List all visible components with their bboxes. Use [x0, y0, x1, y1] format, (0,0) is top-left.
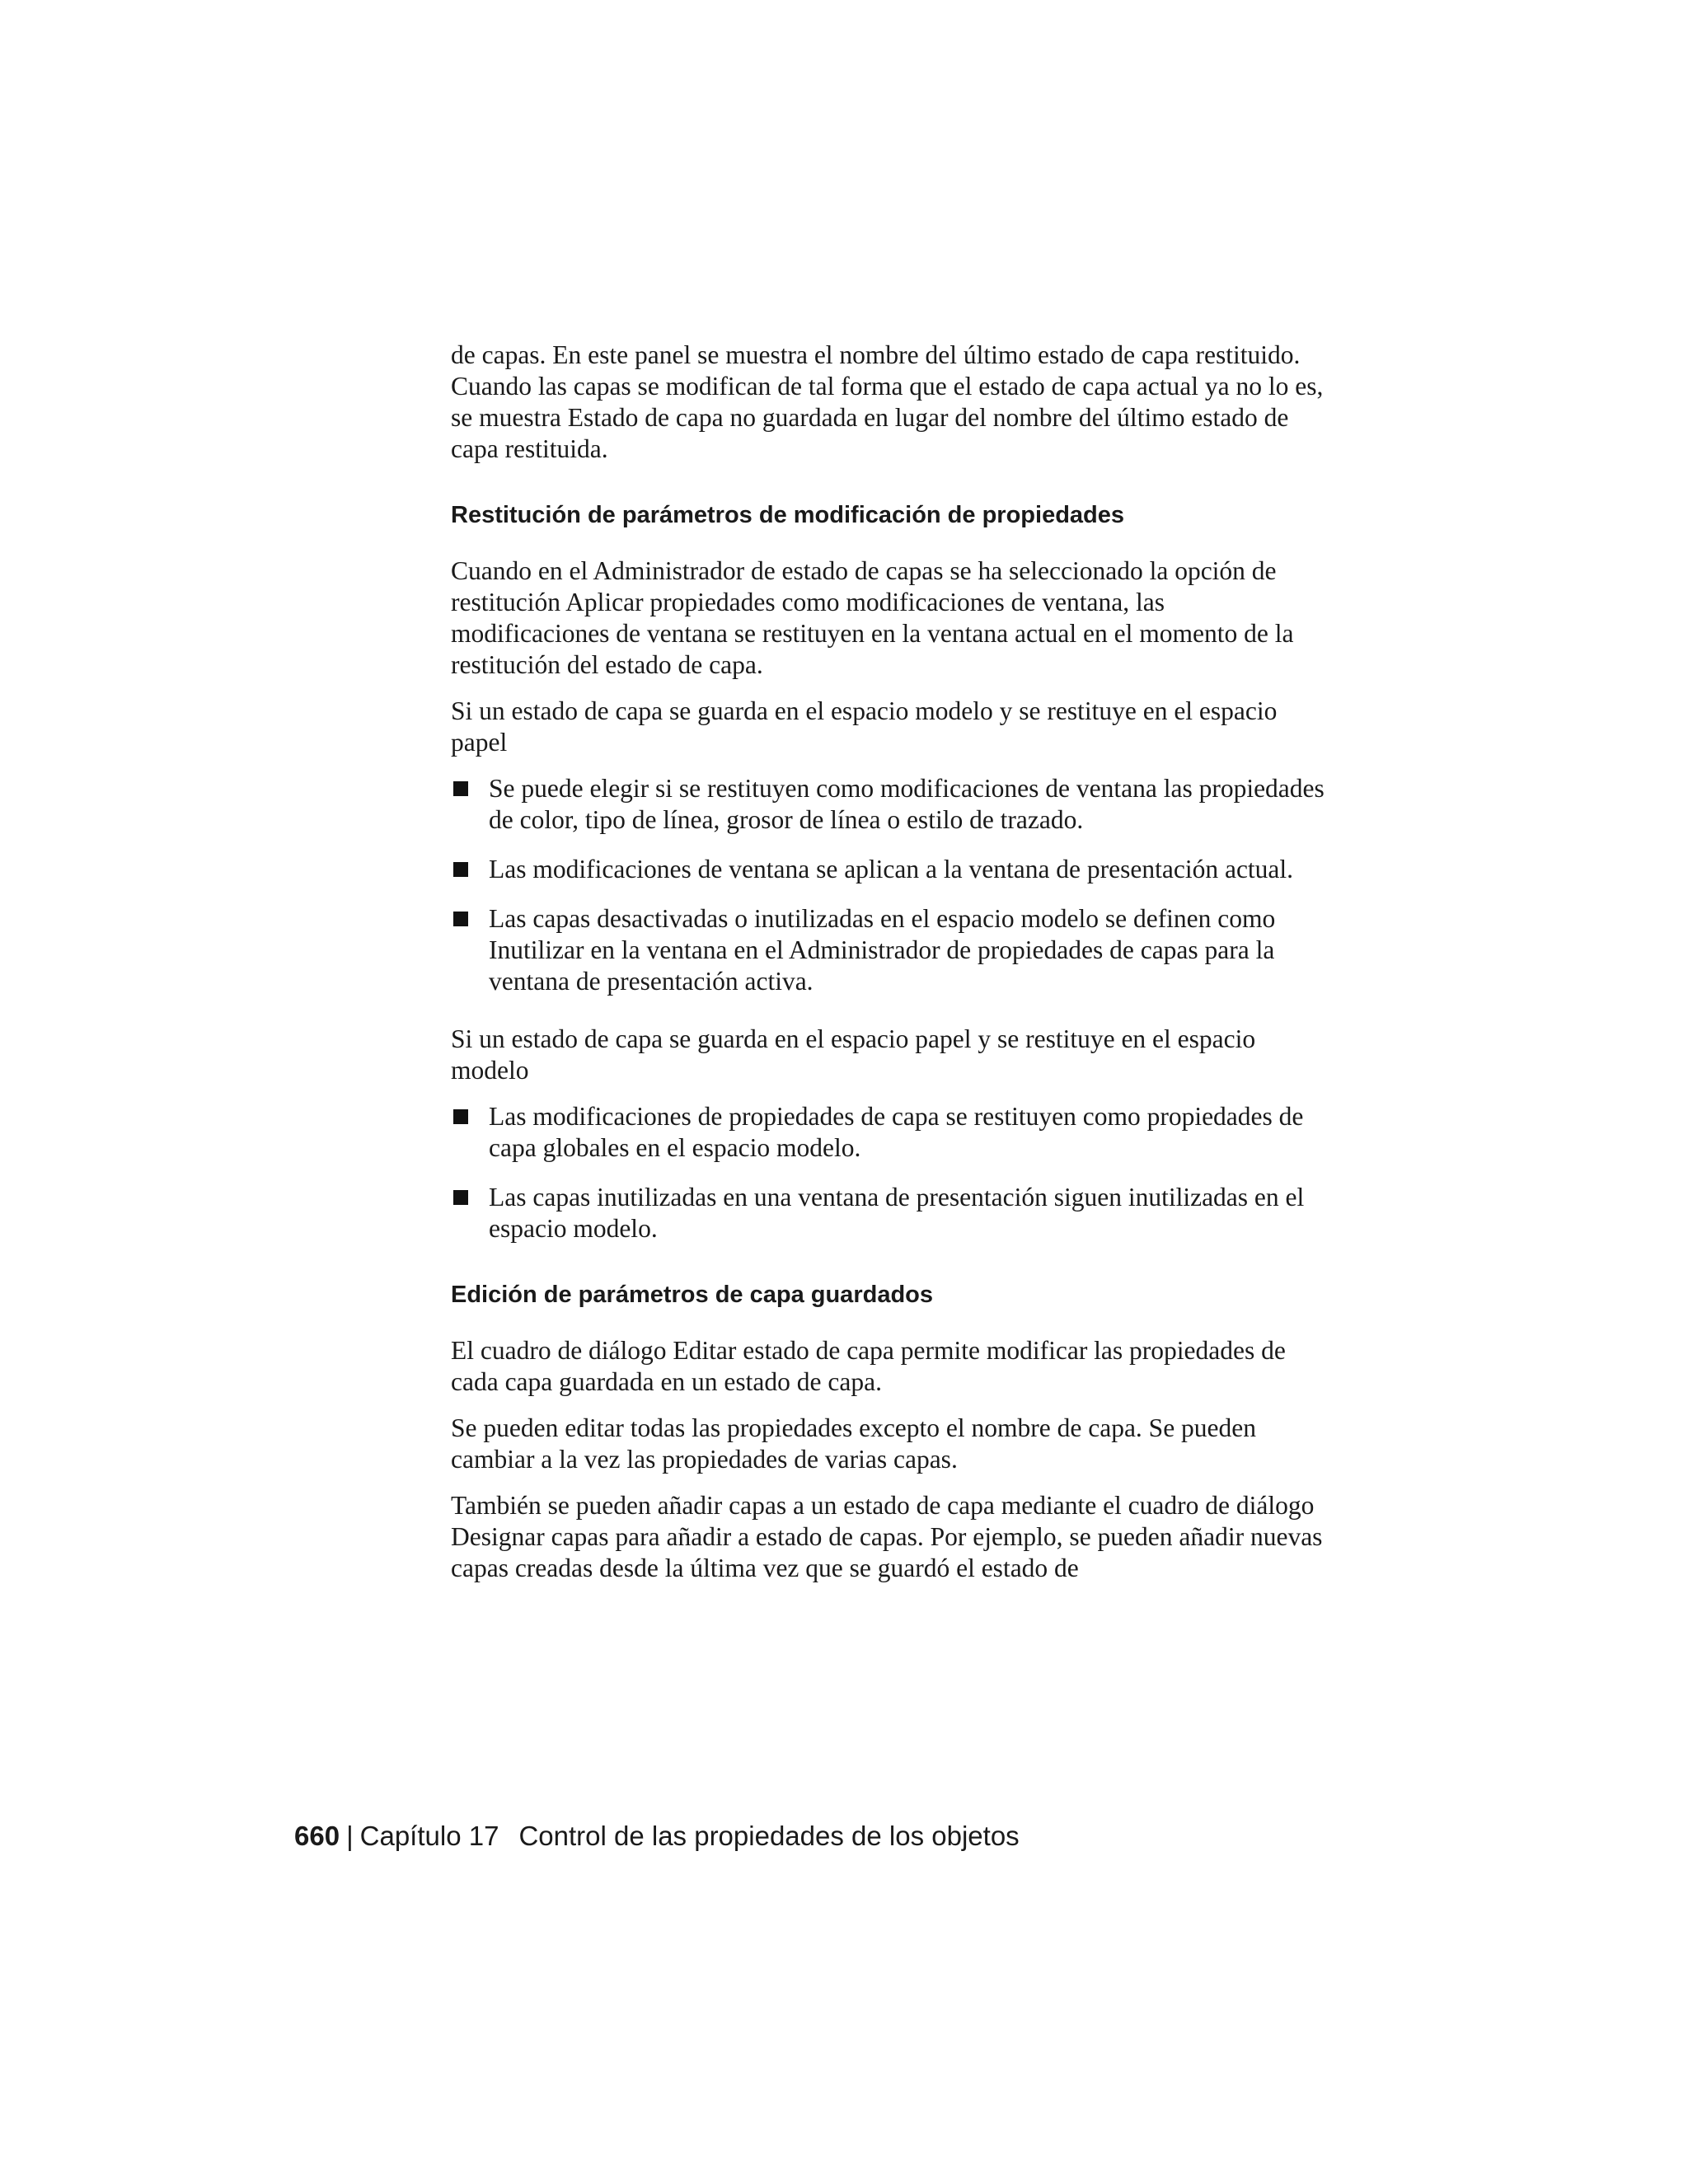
- page-number: 660: [294, 1821, 340, 1851]
- bullet-list: [451, 1101, 1325, 1244]
- list-item: [451, 1101, 1325, 1164]
- paragraph: Si un estado de capa se guarda en el espacio modelo y se restituye en el espacio papel: [451, 696, 1278, 757]
- paragraph: Se pueden editar todas las propiedades excepto el nombre de capa. Se pueden cambiar a la vez las propiedades de varias capas.: [451, 1413, 1257, 1474]
- page-body: [451, 340, 1325, 1599]
- section-heading: Edición de parámetros de capa guardados: [451, 1282, 933, 1308]
- square-bullet-icon: [453, 862, 468, 877]
- square-bullet-icon: [453, 781, 468, 796]
- list-item: [451, 1182, 1325, 1244]
- page-footer: [294, 1820, 1020, 1853]
- chapter-label: Capítulo 17: [359, 1821, 499, 1851]
- list-item-text: Se puede elegir si se restituyen como modificaciones de ventana las propiedades de color, tipo de línea, grosor de línea o estilo de trazado.: [489, 774, 1325, 834]
- list-item: [451, 773, 1325, 836]
- section-heading: Restitución de parámetros de modificación de propiedades: [451, 502, 1125, 528]
- paragraph: de capas. En este panel se muestra el nombre del último estado de capa restituido. Cuando las capas se modifican de tal forma que el estado de capa actual ya no lo es, se muestra Estado de capa no guardada en lugar del nombre del último estado de capa restituida.: [451, 340, 1324, 463]
- list-item: [451, 854, 1325, 885]
- square-bullet-icon: [453, 1190, 468, 1205]
- chapter-title: Control de las propiedades de los objetos: [518, 1821, 1020, 1851]
- paragraph: El cuadro de diálogo Editar estado de capa permite modificar las propiedades de cada capa guardada en un estado de capa.: [451, 1336, 1286, 1396]
- list-item-text: Las capas desactivadas o inutilizadas en el espacio modelo se definen como Inutilizar en la ventana en el Administrador de propiedades de capas para la ventana de presentación activa.: [489, 904, 1276, 996]
- square-bullet-icon: [453, 1109, 468, 1124]
- paragraph: Si un estado de capa se guarda en el espacio papel y se restituye en el espacio modelo: [451, 1024, 1256, 1085]
- bullet-list: [451, 773, 1325, 997]
- square-bullet-icon: [453, 912, 468, 926]
- list-item-text: Las modificaciones de propiedades de capa se restituyen como propiedades de capa globales en el espacio modelo.: [489, 1102, 1304, 1162]
- list-item: [451, 903, 1325, 997]
- paragraph: Cuando en el Administrador de estado de capas se ha seleccionado la opción de restitución Aplicar propiedades como modificaciones de ventana, las modificaciones de ventana se restituyen en la ventana actual en el momento de la restitución del estado de capa.: [451, 556, 1294, 679]
- list-item-text: Las modificaciones de ventana se aplican a la ventana de presentación actual.: [489, 855, 1294, 883]
- list-item-text: Las capas inutilizadas en una ventana de presentación siguen inutilizadas en el espacio modelo.: [489, 1183, 1305, 1243]
- paragraph: También se pueden añadir capas a un estado de capa mediante el cuadro de diálogo Designar capas para añadir a estado de capas. Por ejemplo, se pueden añadir nuevas capas creadas desde la última vez que se guardó el estado de: [451, 1491, 1323, 1582]
- footer-separator: |: [346, 1821, 354, 1851]
